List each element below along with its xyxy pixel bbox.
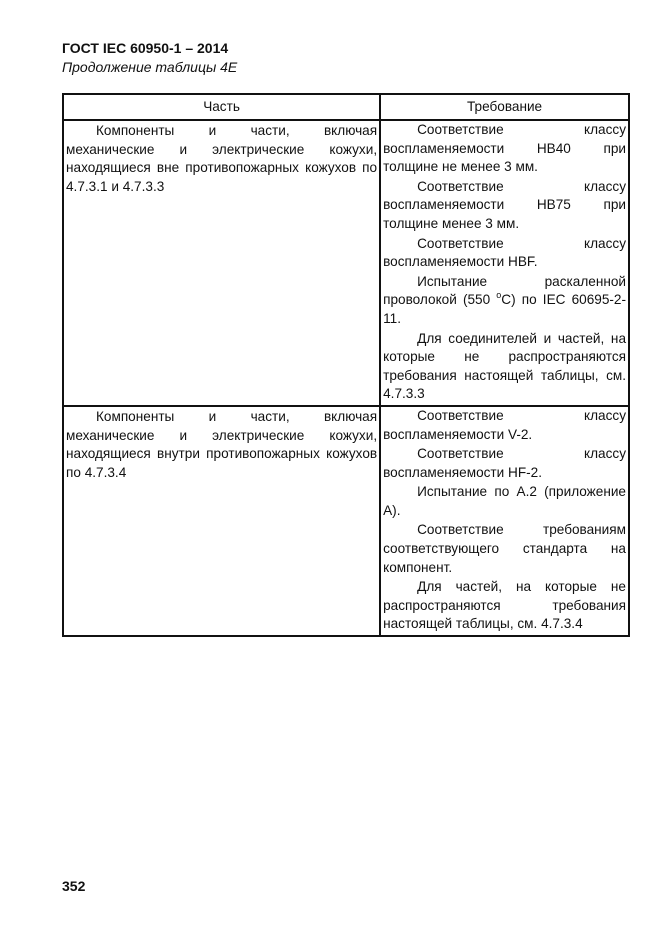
- requirement-item: Испытание по A.2 (приложение A).: [383, 484, 626, 518]
- part-cell: [63, 120, 380, 406]
- column-header-requirement: Требование: [380, 94, 629, 120]
- requirement-item: Соответствие классу воспламеняемости HBF.: [383, 235, 626, 270]
- requirement-cell: [380, 406, 629, 636]
- requirement-item: Для частей, на которые не распространяются требования настоящей таблицы, см. 4.7.3.4: [383, 579, 626, 632]
- requirements-table: [62, 93, 630, 637]
- table-row: [63, 120, 629, 406]
- requirement-item: Соответствие классу воспламеняемости HB40 при толщине не менее 3 мм.: [383, 122, 626, 175]
- document-code: ГОСТ IEC 60950-1 – 2014: [62, 40, 229, 56]
- part-cell: [63, 406, 380, 636]
- requirement-item: Соответствие классу воспламеняемости HF-2.: [383, 446, 626, 480]
- requirement-item: Соответствие требованиям соответствующего стандарта на компонент.: [383, 522, 626, 575]
- requirement-item: Для соединителей и частей, на которые не распространяются требования настоящей таблицы, см. 4.7.3.3: [383, 330, 626, 402]
- part-description: Компоненты и части, включая механические и электрические кожухи, находящиеся внутри противопожарных кожухов по 4.7.3.4: [66, 408, 378, 480]
- table-continuation-caption: Продолжение таблицы 4E: [62, 59, 238, 75]
- page-number: 352: [62, 878, 86, 894]
- part-description: Компоненты и части, включая механические и электрические кожухи, находящиеся вне противопожарных кожухов по 4.7.3.1 и 4.7.3.3: [66, 123, 378, 194]
- requirement-item: Соответствие классу воспламеняемости V-2.: [383, 407, 626, 442]
- degree-mark: o: [496, 290, 502, 301]
- requirement-item-glow-wire: [381, 273, 628, 329]
- table-row: [63, 406, 629, 636]
- requirement-item: Соответствие классу воспламеняемости HB75 при толщине менее 3 мм.: [383, 178, 626, 231]
- column-header-part: Часть: [63, 94, 380, 120]
- glow-wire-text-start: Испытание раскаленной проволокой (550: [383, 273, 626, 308]
- table-header-row: [63, 94, 629, 120]
- requirement-cell: [380, 120, 629, 406]
- glow-wire-text-end: C) по IEC 60695-2-11.: [383, 292, 626, 326]
